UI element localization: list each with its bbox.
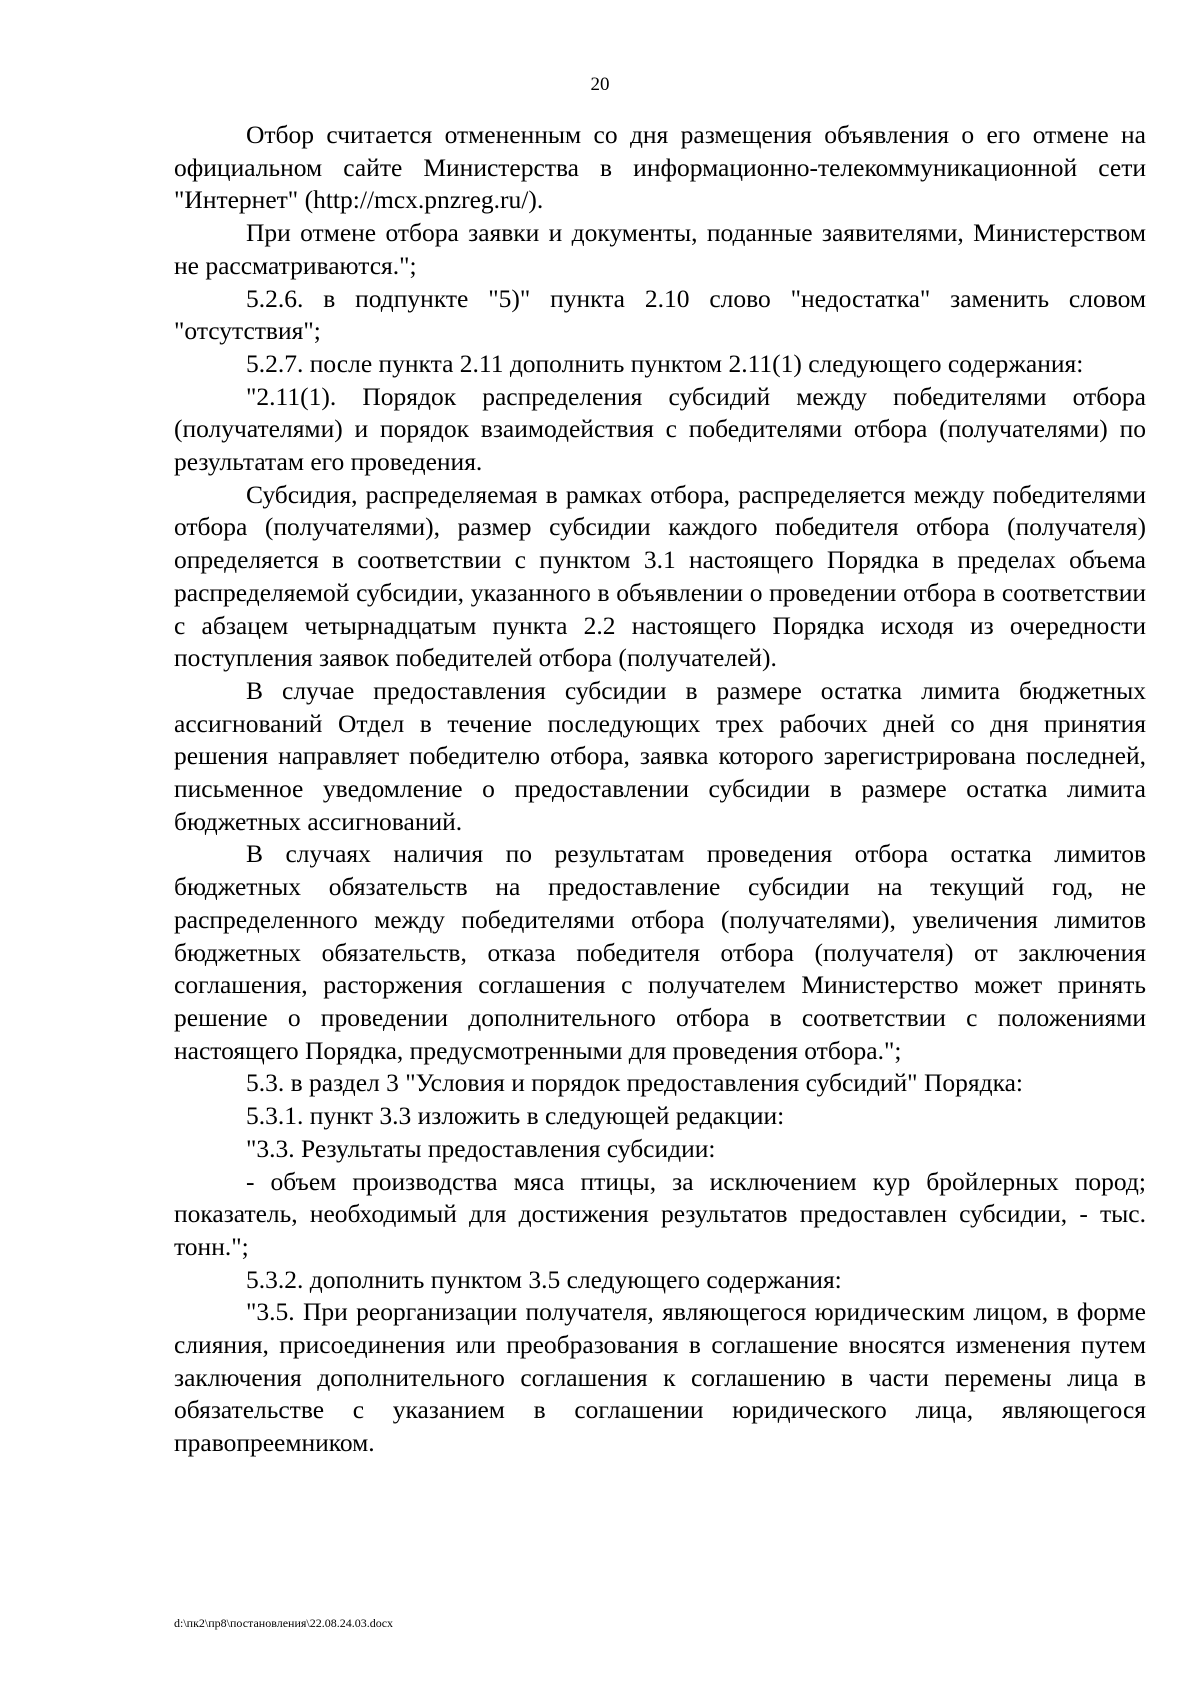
paragraph-5-3-1: 5.3.1. пункт 3.3 изложить в следующей редакции: — [246, 1101, 785, 1131]
paragraph-subsidy-distribution: Субсидия, распределяемая в рамках отбора, распределяется между победителями отбора (получателями), размер субсидии каждого победителя отбора (получателя) определяется в соответствии с пунктом 3.1 настоящего Порядка в пределах объема распределяемой субсидии, указанного в объявлении о проведении отбора в соответствии с абзацем четырнадцатым пункта 2.2 настоящего Порядка исходя из очередности поступления заявок победителей отбора (получателей). — [174, 479, 1146, 673]
paragraph-2-11-1-title: "2.11(1). Порядок распределения субсидий между победителями отбора (получателями) и порядок взаимодействия с победителями отбора (получателями) по результатам его проведения. — [174, 381, 1146, 477]
page-number: 20 — [590, 74, 610, 95]
paragraph-5-3: 5.3. в раздел 3 "Условия и порядок предоставления субсидий" Порядка: — [246, 1068, 1023, 1098]
paragraph-remaining-limit: В случае предоставления субсидии в размере остатка лимита бюджетных ассигнований Отдел в течение последующих трех рабочих дней со дня принятия решения направляет победителю отбора, заявка которого зарегистрирована последней, письменное уведомление о предоставлении субсидии в размере остатка лимита бюджетных ассигнований. — [174, 675, 1146, 836]
paragraph-5-2-6: 5.2.6. в подпункте "5)" пункта 2.10 слово "недостатка" заменить словом "отсутствия"; — [174, 283, 1146, 346]
paragraph-3-5: "3.5. При реорганизации получателя, являющегося юридическим лицом, в форме слияния, присоединения или преобразования в соглашение вносятся изменения путем заключения дополнительного соглашения к соглашению в части перемены лица в обязательстве с указанием в соглашении юридического лица, являющегося правопреемником. — [174, 1297, 1146, 1458]
footer-file-path: d:\пк2\пр8\постановления\22.08.24.03.docx — [174, 1616, 394, 1630]
paragraph-applications-not-considered: При отмене отбора заявки и документы, поданные заявителями, Министерством не рассматриваются."; — [174, 218, 1146, 280]
paragraph-5-2-7: 5.2.7. после пункта 2.11 дополнить пунктом 2.11(1) следующего содержания: — [246, 348, 1084, 378]
paragraph-poultry-result: - объем производства мяса птицы, за исключением кур бройлерных пород; показатель, необходимый для достижения результатов предоставлен субсидии, - тыс. тонн."; — [174, 1166, 1146, 1261]
paragraph-5-3-2: 5.3.2. дополнить пунктом 3.5 следующего содержания: — [246, 1264, 842, 1294]
paragraph-additional-selection: В случаях наличия по результатам проведения отбора остатка лимитов бюджетных обязательств на предоставление субсидии на текущий год, не распределенного между победителями отбора (получателями), увеличения лимитов бюджетных обязательств, отказа победителя отбора (получателя) от заключения соглашения, расторжения соглашения с получателем Министерство может принять решение о проведении дополнительного отбора в соответствии с положениями настоящего Порядка, предусмотренными для проведения отбора."; — [174, 839, 1146, 1065]
paragraph-cancellation: Отбор считается отмененным со дня размещения объявления о его отмене на официальном сайте Министерства в информационно-телекоммуникационной сети "Интернет" (http://mcx.pnzreg.ru/). — [174, 120, 1146, 215]
paragraph-3-3: "3.3. Результаты предоставления субсидии: — [246, 1133, 716, 1163]
document-body — [174, 119, 1146, 1460]
